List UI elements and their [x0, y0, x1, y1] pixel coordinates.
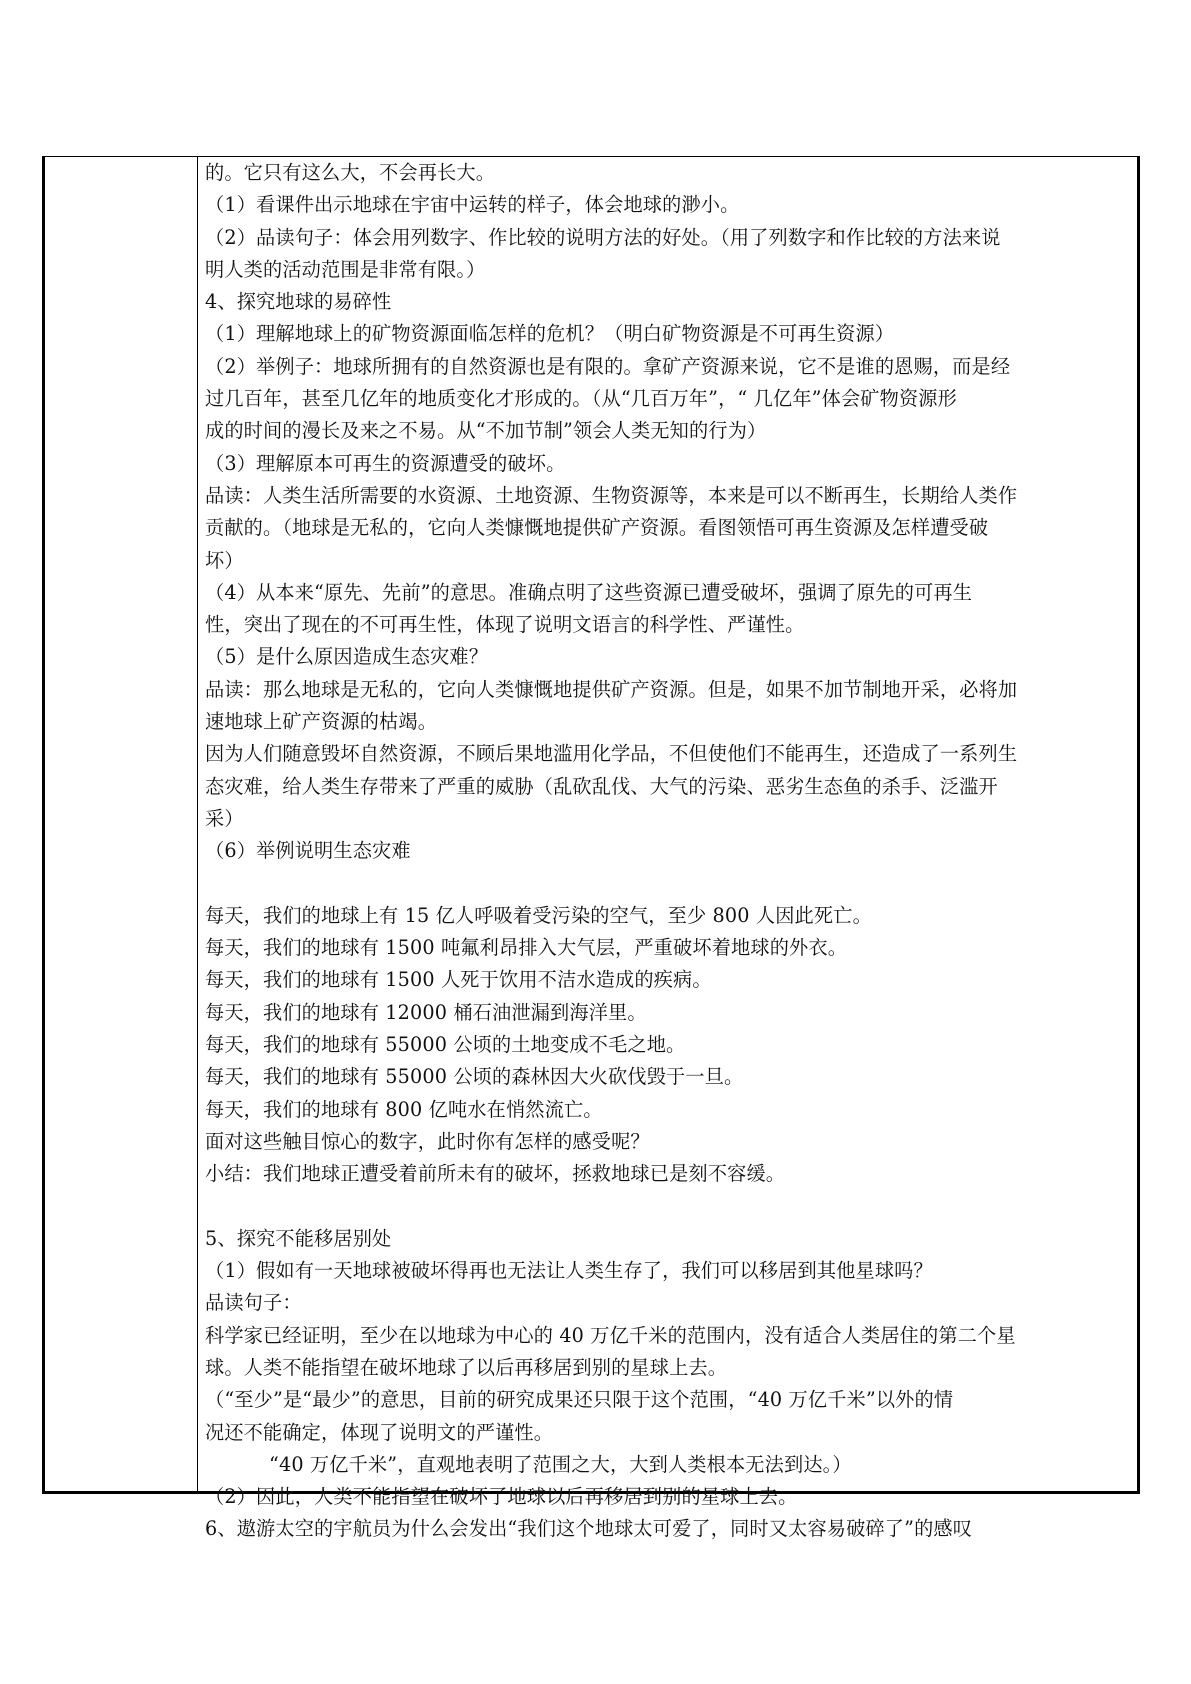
text-line: 品读：人类生活所需要的水资源、土地资源、生物资源等，本来是可以不断再生，长期给人类作 — [205, 483, 1018, 507]
text-line: 球。人类不能指望在破坏地球了以后再移居到别的星球上去。 — [205, 1355, 728, 1379]
section-heading: 5、探究不能移居别处 — [205, 1226, 392, 1250]
text-line: 成的时间的漫长及来之不易。从“不加节制”领会人类无知的行为） — [205, 419, 767, 443]
text-line: 态灾难，给人类生存带来了严重的威胁（乱砍乱伐、大气的污染、恶劣生态鱼的杀手、泛滥开 — [205, 774, 998, 798]
statistic-line: 每天，我们的地球有 55000 公顷的土地变成不毛之地。 — [205, 1033, 686, 1057]
text-line: （2）举例子：地球所拥有的自然资源也是有限的。拿矿产资源来说，它不是谁的恩赐，而是经 — [205, 354, 1011, 378]
text-line: （1）看课件出示地球在宇宙中运转的样子，体会地球的渺小。 — [205, 193, 740, 217]
text-line: 速地球上矿产资源的枯竭。 — [205, 710, 438, 734]
summary-line: 小结：我们地球正遭受着前所未有的破坏，拯救地球已是刻不容缓。 — [205, 1162, 786, 1186]
text-line: 面对这些触目惊心的数字，此时你有怎样的感受呢？ — [205, 1129, 650, 1153]
text-line: （1）理解地球上的矿物资源面临怎样的危机？（明白矿物资源是不可再生资源） — [205, 322, 895, 346]
text-line: 明人类的活动范围是非常有限。） — [205, 257, 486, 281]
content-cell — [198, 157, 1137, 1541]
section-heading: 4、探究地球的易碎性 — [205, 290, 392, 314]
text-line: （3）理解原本可再生的资源遭受的破坏。 — [205, 451, 566, 475]
statistic-line: 每天，我们的地球有 1500 人死于饮用不洁水造成的疾病。 — [205, 968, 712, 992]
text-line: 况还不能确定，体现了说明文的严谨性。 — [205, 1420, 554, 1444]
text-line: 的。它只有这么大，不会再长大。 — [205, 161, 496, 184]
text-line: （5）是什么原因造成生态灾难？ — [205, 645, 489, 669]
text-line: （4）从本来“原先、先前”的意思。准确点明了这些资源已遭受破坏，强调了原先的可再生 — [205, 580, 973, 604]
statistic-line: 每天，我们的地球有 12000 桶石油泄漏到海洋里。 — [205, 1000, 647, 1024]
text-line: “40 万亿千米”，直观地表明了范围之大，大到人类根本无法到达。） — [269, 1452, 852, 1476]
text-line: 性，突出了现在的不可再生性，体现了说明文语言的科学性、严谨性。 — [205, 613, 805, 637]
text-line: 坏） — [205, 548, 244, 572]
text-line: 品读句子： — [205, 1291, 302, 1315]
statistic-line: 每天，我们的地球有 55000 公顷的森林因大火砍伐毁于一旦。 — [205, 1065, 744, 1089]
blank-line — [205, 1191, 1128, 1223]
text-line: 因为人们随意毁坏自然资源，不顾后果地滥用化学品，不但使他们不能再生，还造成了一系列生 — [205, 742, 1018, 766]
text-line: （2）因此，人类不能指望在破坏了地球以后再移居到别的星球上去。 — [205, 1485, 798, 1509]
statistic-line: 每天，我们的地球有 800 亿吨水在悄然流亡。 — [205, 1097, 603, 1121]
section-heading: 6、遨游太空的宇航员为什么会发出“我们这个地球太可爱了，同时又太容易破碎了”的感叹 — [205, 1517, 973, 1541]
blank-line — [205, 868, 1128, 900]
statistic-line: 每天，我们的地球有 1500 吨氟利昂排入大气层，严重破坏着地球的外衣。 — [205, 936, 848, 960]
text-line: 贡献的。（地球是无私的，它向人类慷慨地提供矿产资源。看图领悟可再生资源及怎样遭受破 — [205, 516, 989, 540]
statistic-line: 每天，我们的地球上有 15 亿人呼吸着受污染的空气，至少 800 人因此死亡。 — [205, 903, 872, 927]
text-line: （2）品读句子：体会用列数字、作比较的说明方法的好处。（用了列数字和作比较的方法来说 — [205, 225, 1001, 249]
text-line: 品读：那么地球是无私的，它向人类慷慨地提供矿产资源。但是，如果不加节制地开采，必将加 — [205, 677, 1018, 701]
text-line: 采） — [205, 806, 244, 830]
text-line: （6）举例说明生态灾难 — [205, 839, 411, 863]
text-line: （“至少”是“最少”的意思，目前的研究成果还只限于这个范围，“40 万亿千米”以外的情 — [205, 1388, 954, 1412]
lesson-table — [42, 156, 1140, 1541]
text-line: 过几百年，甚至几亿年的地质变化才形成的。（从“几百万年”，“ 几亿年”体会矿物资源形 — [205, 387, 957, 411]
text-line: 科学家已经证明，至少在以地球为中心的 40 万亿千米的范围内，没有适合人类居住的第二个星 — [205, 1323, 1016, 1347]
text-line: （1）假如有一天地球被破坏得再也无法让人类生存了，我们可以移居到其他星球吗？ — [205, 1259, 933, 1283]
left-column-cell — [45, 157, 198, 1491]
